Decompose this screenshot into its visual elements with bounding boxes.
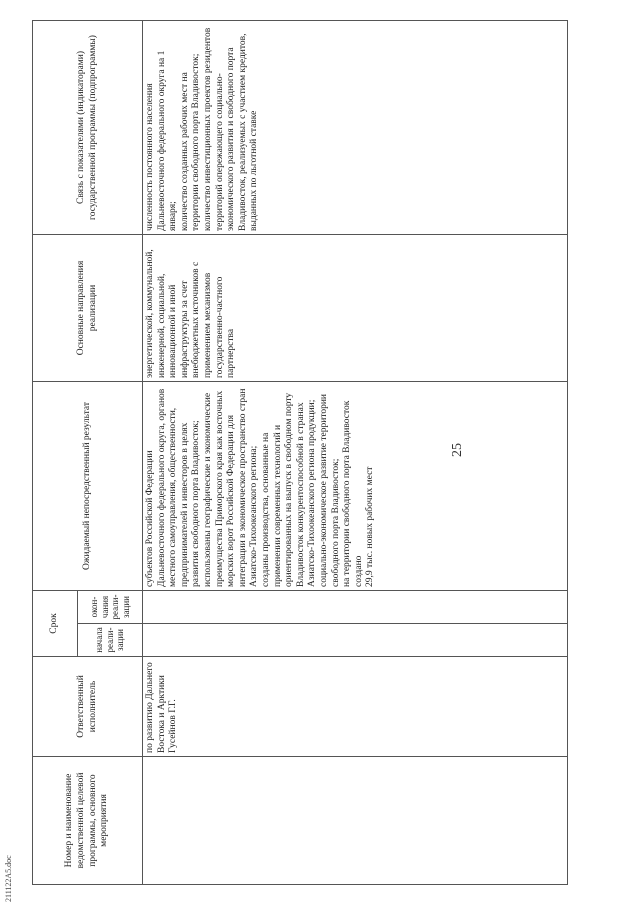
header-term: Срок: [33, 591, 78, 657]
cell-term-start: [143, 624, 568, 657]
rotated-page-content: [32, 15, 632, 885]
header-responsible: Ответственный исполнитель: [33, 657, 143, 757]
cell-num-name: [143, 757, 568, 885]
cell-responsible: по развитию Дальнего Востока и Арктики Гусейнов Г.Г.: [143, 657, 568, 757]
page-number: 25: [450, 443, 465, 457]
header-result: Ожидаемый непосредственный результат: [33, 382, 143, 591]
header-num-name: Номер и наименование ведомственной целевой программы, основного мероприятия: [33, 757, 143, 885]
footer-file-code: 211122А5.doc: [4, 855, 13, 902]
cell-term-end: [143, 591, 568, 624]
cell-link: численность постоянного населения Дальневосточного федерального округа на 1 января; количество созданных рабочих мест на территории свободного порта Владивосток; количество инвестиционных проектов резидентов территорий опережающего социально-экономического развития и свободного порта Владивосток, реализуемых с участием кредитов, выданных по льготной ставке: [143, 21, 568, 235]
header-term-end: окон-чания реали-зации: [78, 591, 143, 624]
program-table: [32, 20, 568, 885]
table-row: [143, 21, 568, 885]
table-header-row: [33, 21, 78, 885]
header-directions: Основные направления реализации: [33, 235, 143, 382]
cell-directions: энергетической, коммунальной, инженерной, социальной, инновационной и иной инфраструктуры за счет внебюджетных источников с применением механизмов государственно-частного партнерства: [143, 235, 568, 382]
header-term-start: начала реали-зации: [78, 624, 143, 657]
header-link: Связь с показателями (индикаторами) государственной программы (подпрограммы): [33, 21, 143, 235]
cell-result: субъектов Российской Федерации Дальневосточного федерального округа, органов местного самоуправления, общественности, предпринимателей и инвесторов в целях развития свободного порта Владивосток; использованы географические и экономические преимущества Приморского края как восточных морских ворот Российской Федерации для интеграции в экономическое пространство стран Азиатско-Тихоокеанского региона; созданы производства, основанные на применении современных технологий и ориентированных на выпуск в свободном порту Владивосток конкурентоспособной в странах Азиатско-Тихоокеанского региона продукции; социально-экономическое развитие территории свободного порта Владивосток; на территории свободного порта Владивосток создано 29,9 тыс. новых рабочих мест: [143, 382, 568, 591]
